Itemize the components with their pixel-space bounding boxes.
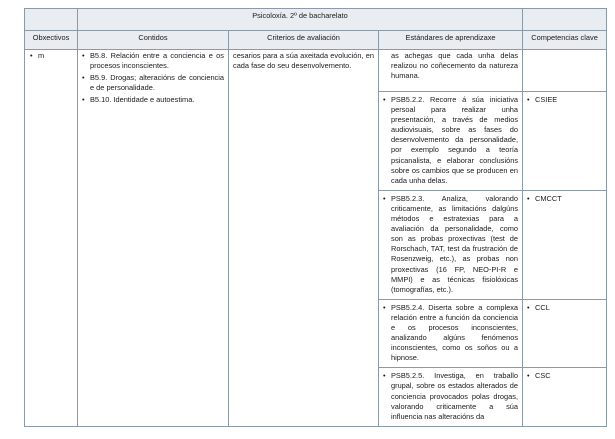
standard-text: PSB5.2.2. Recorre á súa iniciativa persoal para realizar unha presentación, a través de medios audiovisuais, sobre as fases do desenvolvemento da personalidade, por exemplo segundo a teoría psicanalista, e elaborar conclusións sobre os cambios que se producen en cada unha delas. [391, 95, 519, 185]
objectives-cell [25, 50, 78, 427]
competence-text: CSC [535, 371, 551, 381]
content-item: • B5.10. Identidade e autoestima. [90, 95, 224, 105]
standard-cell [379, 299, 523, 368]
criteria-text: cesarios para a súa axeitada evolución, en cada fase do seu desenvolvemento. [233, 51, 374, 71]
competence-cell [523, 92, 607, 191]
standard-text: as achegas que cada unha delas realizou no coñecemento da natureza humana. [391, 51, 519, 81]
bullet-icon: • [527, 302, 530, 312]
bullet-icon: • [527, 95, 530, 104]
table-title: Psicoloxía. 2º de bacharelato [78, 9, 523, 31]
header-competences: Competencias clave [523, 31, 607, 50]
standard-text: PSB5.2.4. Diserta sobre a complexa relación entre a función da conciencia e os procesos inconscientes, analizando algúns fenómenos inconscientes, como os soños ou a hipnose. [391, 302, 519, 363]
standard-cell [379, 368, 523, 426]
header-objectives: Obxectivos [25, 31, 78, 50]
competence-text: CCL [535, 302, 550, 312]
table-row [25, 50, 607, 92]
content-item: • B5.8. Relación entre a conciencia e os procesos inconscientes. [90, 51, 224, 71]
standard-cell [379, 92, 523, 191]
header-standards: Estándares de aprendizaxe [379, 31, 523, 50]
competence-text: CSIEE [535, 95, 558, 104]
bullet-icon: • [527, 371, 530, 381]
title-blank-cell [25, 9, 78, 31]
header-criteria: Criterios de avaliación [229, 31, 379, 50]
standard-text: PSB5.2.3. Analiza, valorando criticamente, as limitacións dalgúns métodos e estratexias para a avaliación da personalidade, como son as probas proxectivas (test de Rorschach, TAT, test da frustración de Rosenzweig, etc.), as probas non proxectivas (16 FP, NEO-PI-R e MMPI) e as técnicas fisiolóxicas (tomografías, etc.). [391, 193, 519, 294]
bullet-icon: • [383, 193, 386, 203]
objective-item: • m [38, 51, 73, 61]
competence-cell [523, 299, 607, 368]
table-header-row [25, 31, 607, 50]
bullet-icon: • [383, 95, 386, 104]
bullet-icon: • [383, 302, 386, 312]
standard-cell [379, 190, 523, 299]
bullet-icon: • [527, 193, 530, 203]
content-item: • B5.9. Drogas; alteracións de conciencia e de personalidade. [90, 73, 224, 93]
bullet-icon: • [383, 371, 386, 381]
standard-cell [379, 50, 523, 92]
competence-text: CMCCT [535, 193, 562, 203]
curriculum-table [24, 8, 607, 427]
competence-cell [523, 190, 607, 299]
contents-cell [78, 50, 229, 427]
title-blank-cell-right [523, 9, 607, 31]
competence-cell [523, 50, 607, 92]
criteria-cell [229, 50, 379, 427]
competence-cell [523, 368, 607, 426]
standard-text: PSB5.2.5. Investiga, en traballo grupal, sobre os estados alterados de conciencia provocados polas drogas, valorando criticamente a súa influencia nas alteracións da [391, 371, 519, 421]
table-title-row [25, 9, 607, 31]
header-contents: Contidos [78, 31, 229, 50]
